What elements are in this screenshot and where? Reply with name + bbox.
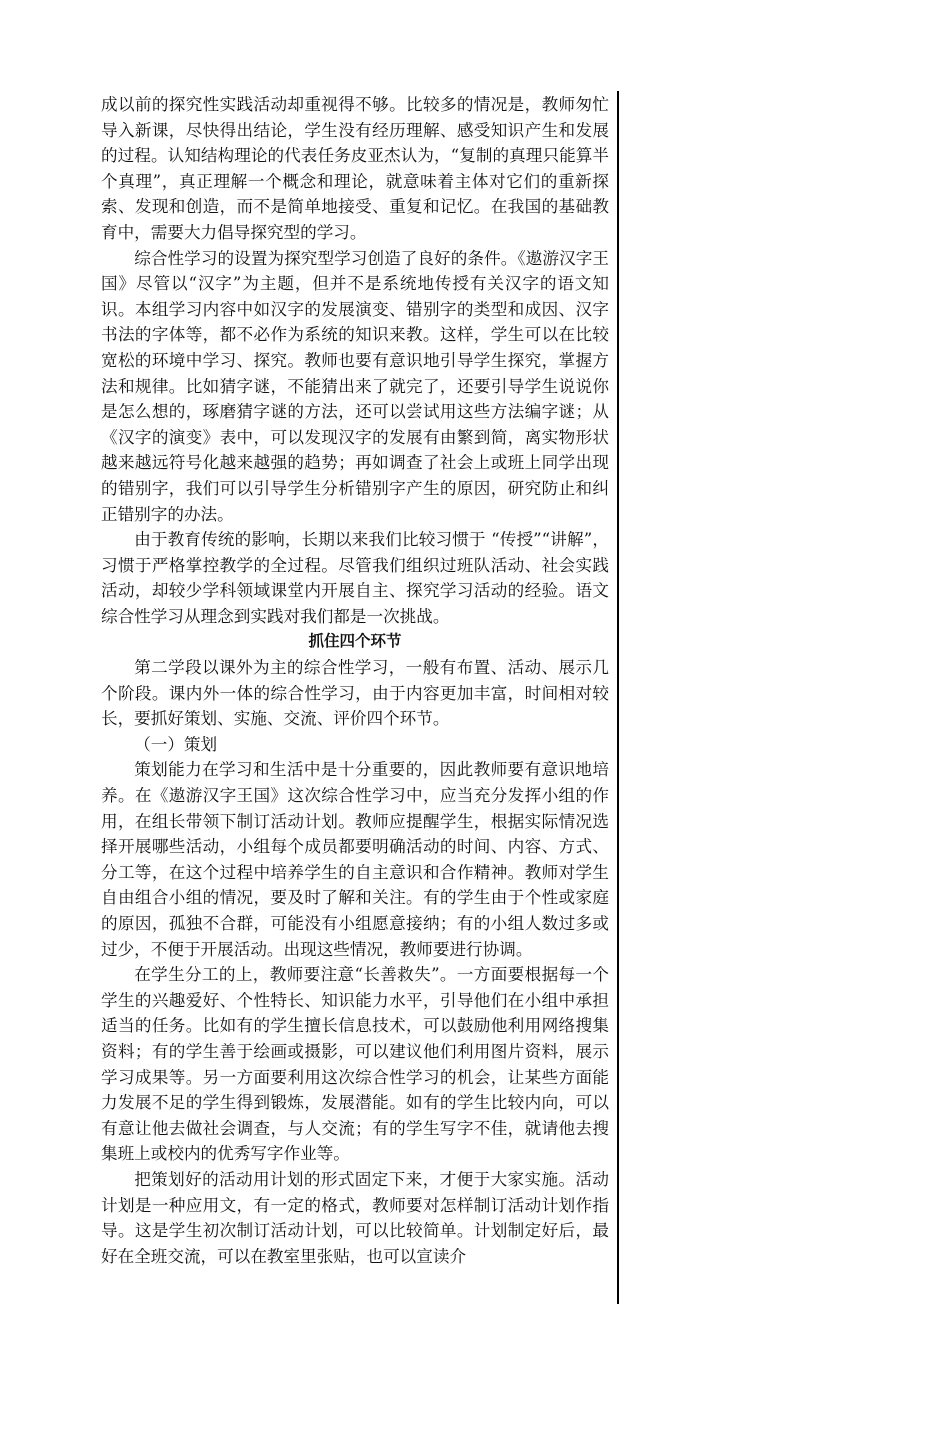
paragraph-planning-ability: 策划能力在学习和生活中是十分重要的，因此教师要有意识地培养。在《遨游汉字王国》这次综合性学习中，应当充分发挥小组的作用，在组长带领下制订活动计划。教师应提醒学生，根据实际情况选择开展哪些活动，小组每个成员都要明确活动的时间、内容、方式、分工等，在这个过程中培养学生的自主意识和合作精神。教师对学生自由组合小组的情况，要及时了解和关注。有的学生由于个性或家庭的原因，孤独不合群，可能没有小组愿意接纳；有的小组人数过多或过少，不便于开展活动。出现这些情况，教师要进行协调。: [101, 760, 609, 959]
document-body: [101, 92, 609, 1269]
section-heading: 抓住四个环节: [308, 632, 402, 651]
paragraph-task-division: 在学生分工的上，教师要注意“长善救失”。一方面要根据每一个学生的兴趣爱好、个性特长、知识能力水平，引导他们在小组中承担适当的任务。比如有的学生擅长信息技术，可以鼓励他利用网络搜集资料；有的学生善于绘画或摄影，可以建议他们利用图片资料，展示学习成果等。另一方面要利用这次综合性学习的机会，让某些方面能力发展不足的学生得到锻炼，发展潜能。如有的学生比较内向，可以有意让他去做社会调查，与人交流；有的学生写字不佳，就请他去搜集班上或校内的优秀写字作业等。: [101, 965, 609, 1164]
paragraph-continuation: 成以前的探究性实践活动却重视得不够。比较多的情况是，教师匆忙导入新课，尽快得出结论，学生没有经历理解、感受知识产生和发展的过程。认知结构理论的代表任务皮亚杰认为，“复制的真理只能算半个真理”，真正理解一个概念和理论，就意味着主体对它们的重新探索、发现和创造，而不是简单地接受、重复和记忆。在我国的基础教育中，需要大力倡导探究型的学习。: [101, 95, 609, 242]
paragraph-educational-tradition: 由于教育传统的影响，长期以来我们比较习惯于 “传授”“讲解”，习惯于严格掌控教学的全过程。尽管我们组织过班队活动、社会实践活动，却较少学科领域课堂内开展自主、探究学习活动的经验。语文综合性学习从理念到实践对我们都是一次挑战。: [101, 530, 609, 626]
paragraph-comprehensive-learning: 综合性学习的设置为探究型学习创造了良好的条件。《遨游汉字王国》尽管以“汉字”为主题，但并不是系统地传授有关汉字的语文知识。本组学习内容中如汉字的发展演变、错别字的类型和成因、汉字书法的字体等，都不必作为系统的知识来教。这样，学生可以在比较宽松的环境中学习、探究。教师也要有意识地引导学生探究，掌握方法和规律。比如猜字谜，不能猜出来了就完了，还要引导学生说说你是怎么想的，琢磨猜字谜的方法，还可以尝试用这些方法编字谜；从《汉字的演变》表中，可以发现汉字的发展有由繁到简，离实物形状越来越远符号化越来越强的趋势；再如调查了社会上或班上同学出现的错别字，我们可以引导学生分析错别字产生的原因，研究防止和纠正错别字的办法。: [101, 248, 609, 524]
paragraph-activity-plan: 把策划好的活动用计划的形式固定下来，才便于大家实施。活动计划是一种应用文，有一定的格式，教师要对怎样制订活动计划作指导。这是学生初次制订活动计划，可以比较简单。计划制定好后，最好在全班交流，可以在教室里张贴，也可以宣读介: [101, 1169, 609, 1266]
margin-rule-line: [617, 91, 619, 1304]
paragraph-four-stages: 第二学段以课外为主的综合性学习，一般有布置、活动、展示几个阶段。课内外一体的综合性学习，由于内容更加丰富，时间相对较长，要抓好策划、实施、交流、评价四个环节。: [101, 658, 609, 729]
subheading-planning: （一）策划: [134, 734, 218, 754]
